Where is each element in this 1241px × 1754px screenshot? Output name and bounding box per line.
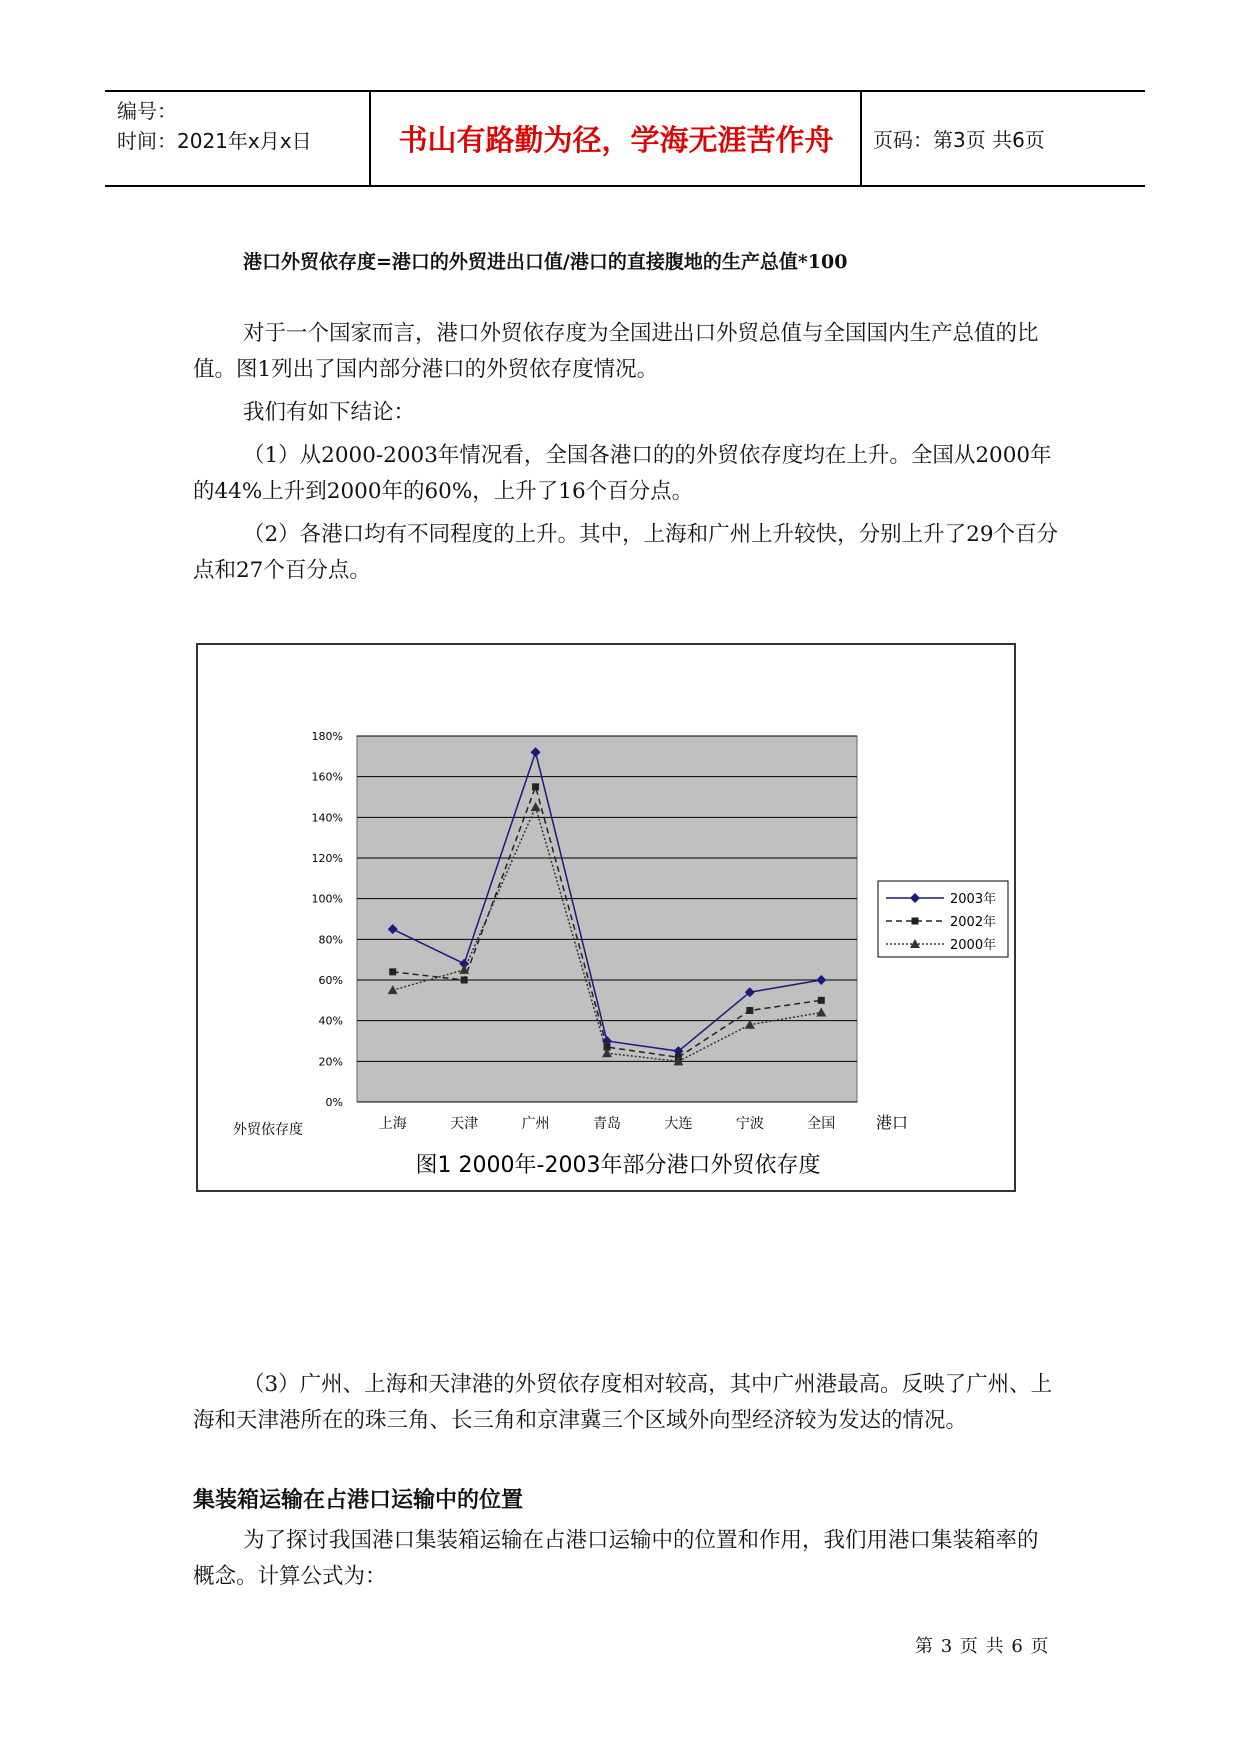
x-tick-label: 全国: [807, 1116, 836, 1132]
y-tick-label: 100%: [311, 892, 343, 906]
y-tick-label: 160%: [311, 770, 343, 784]
x-tick-label: 青岛: [593, 1116, 621, 1132]
header-meta: [117, 96, 367, 156]
y-tick-label: 40%: [318, 1014, 343, 1028]
x-tick-label: 上海: [378, 1116, 407, 1132]
header-motto: 书山有路勤为径，学海无涯苦作舟: [398, 123, 834, 157]
data-point: [818, 997, 825, 1004]
x-tick-label: 广州: [521, 1116, 550, 1132]
chart-title: 图1 2000年-2003年部分港口外贸依存度: [415, 1153, 821, 1178]
paragraph: 对于一个国家而言，港口外贸依存度为全国进出口外贸总值与全国国内生产总值的比值。图1列出了国内部分港口的外贸依存度情况。: [193, 321, 1039, 382]
page-header: [105, 90, 1145, 187]
y-tick-label: 0%: [325, 1096, 343, 1109]
y-tick-label: 20%: [318, 1055, 343, 1069]
data-point: [746, 1007, 753, 1014]
legend-label: 2002年: [950, 915, 997, 930]
y-tick-label: 60%: [318, 974, 343, 987]
paragraph: （1）从2000-2003年情况看，全国各港口的的外贸依存度均在上升。全国从2000年的44%上升到2000年的60%，上升了16个百分点。: [193, 443, 1052, 504]
y-axis-label: 外贸依存度: [233, 1122, 303, 1138]
x-tick-label: 大连: [664, 1116, 693, 1132]
y-tick-label: 120%: [311, 852, 343, 865]
paragraph: 为了探讨我国港口集装箱运输在占港口运输中的位置和作用，我们用港口集装箱率的概念。计算公式为：: [193, 1528, 1039, 1589]
legend-label: 2003年: [950, 892, 997, 907]
page-footer: 第 3 页 共 6 页: [915, 1636, 1050, 1657]
legend-marker: [912, 918, 919, 925]
section-heading: 集装箱运输在占港口运输中的位置: [193, 1488, 524, 1513]
y-tick-label: 140%: [311, 811, 343, 825]
x-tick-label: 天津: [450, 1116, 479, 1132]
x-axis-label: 港口: [875, 1113, 909, 1132]
header-number-label: 编号：: [117, 99, 177, 123]
legend-label: 2000年: [950, 938, 997, 953]
header-time-label: 时间：2021年x月x日: [117, 129, 312, 153]
data-point: [389, 968, 396, 975]
y-tick-label: 180%: [311, 730, 343, 743]
x-tick-label: 宁波: [735, 1116, 764, 1132]
y-tick-label: 80%: [318, 933, 343, 947]
chart-figure: [196, 643, 1016, 1192]
line-chart: [198, 645, 1014, 1190]
formula-line: 港口外贸依存度=港口的外贸进出口值/港口的直接腹地的生产总值*100: [243, 251, 848, 273]
chart-legend: [878, 881, 1008, 957]
paragraph: （2）各港口均有不同程度的上升。其中，上海和广州上升较快，分别上升了29个百分点和27个百分点。: [193, 522, 1059, 583]
header-divider: [860, 92, 862, 185]
header-page-label: 页码：第3页 共6页: [873, 128, 1045, 152]
data-point: [461, 977, 468, 984]
data-point: [532, 783, 539, 790]
paragraph: 我们有如下结论：: [243, 400, 416, 425]
paragraph: （3）广州、上海和天津港的外贸依存度相对较高，其中广州港最高。反映了广州、上海和天津港所在的珠三角、长三角和京津冀三个区域外向型经济较为发达的情况。: [193, 1372, 1053, 1433]
